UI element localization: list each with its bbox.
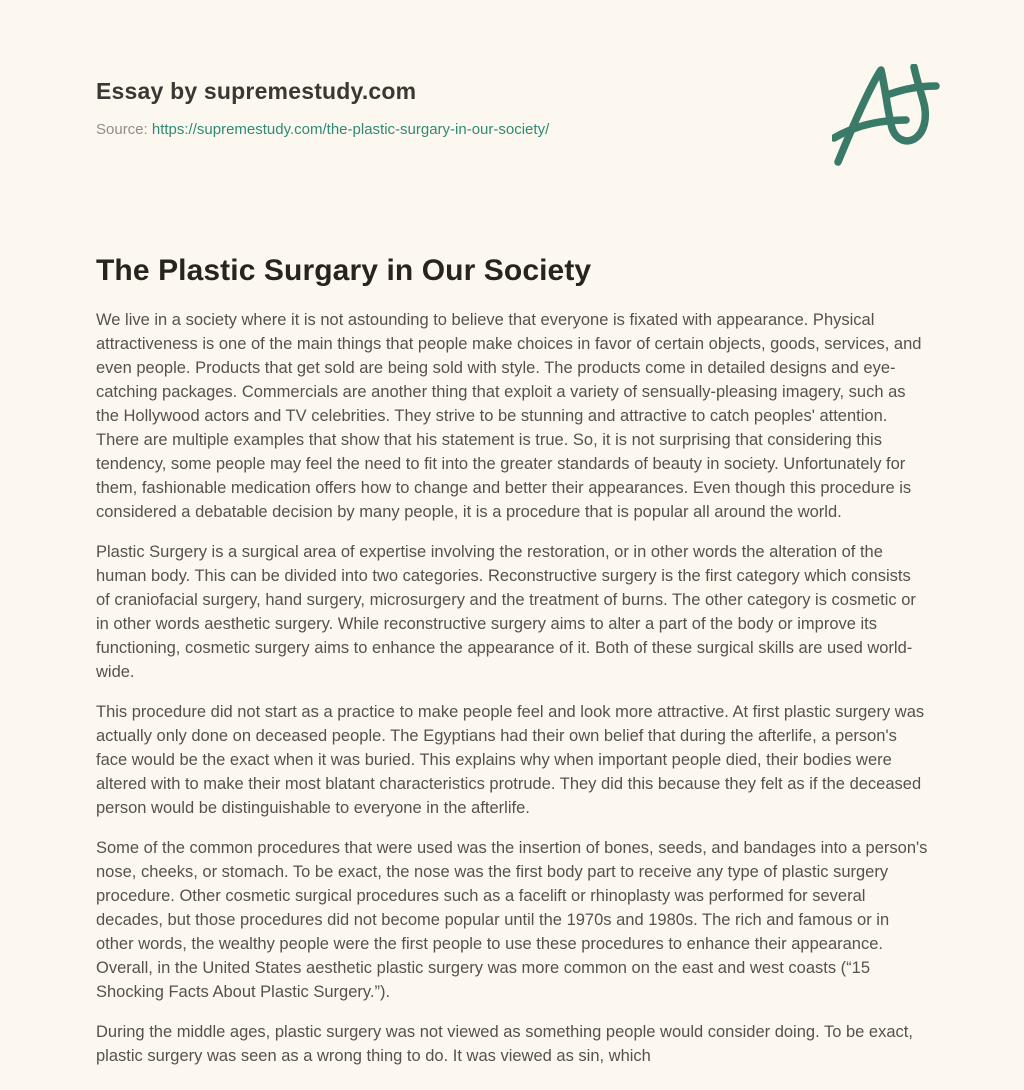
paragraph: Plastic Surgery is a surgical area of expertise involving the restoration, or in other words the alteration of the human body. This can be divided into two categories. Reconstructive surgery is the first category which consists of craniofacial surgery, hand surgery, microsurgery and the treatment of burns. The other category is cosmetic or in other words aesthetic surgery. While reconstructive surgery aims to alter a part of the body or improve its functioning, cosmetic surgery aims to enhance the appearance of it. Both of these surgical skills are used world-wide. [96, 543, 916, 681]
paragraph: This procedure did not start as a practice to make people feel and look more attractive. At first plastic surgery was actually only done on deceased people. The Egyptians had their own belief that during the afterlife, a person's face would be the exact when it was buried. This explains why when important people died, their bodies were altered with to make their most blatant characteristics protrude. They did this because they felt as if the deceased person would be distinguishable to everyone in the afterlife. [96, 703, 925, 817]
source-line [96, 119, 928, 140]
byline: Essay by supremestudy.com [96, 78, 417, 104]
paragraph: Some of the common procedures that were used was the insertion of bones, seeds, and bandages into a person's nose, cheeks, or stomach. To be exact, the nose was the first body part to receive any type of plastic surgery procedure. Other cosmetic surgical procedures such as a facelift or rhinoplasty was performed for several decades, but those procedures did not become popular until the 1970s and 1980s. The rich and famous or in other words, the wealthy people were the first people to use these procedures to enhance their appearance. Overall, in the United States aesthetic plastic surgery was more common on the east and west coasts (“15 Shocking Facts About Plastic Surgery.”). [96, 839, 928, 1001]
a-plus-logo-icon [832, 64, 942, 166]
paragraph: During the middle ages, plastic surgery was not viewed as something people would consider doing. To be exact, plastic surgery was seen as a wrong thing to do. It was viewed as sin, which [96, 1023, 913, 1065]
page-title: The Plastic Surgary in Our Society [96, 254, 592, 287]
article-body [96, 308, 928, 1068]
page-header [96, 76, 928, 140]
source-label: Source: [96, 121, 148, 138]
source-url-link[interactable]: https://supremestudy.com/the-plastic-surgary-in-our-society/ [151, 121, 550, 138]
paragraph: We live in a society where it is not astounding to believe that everyone is fixated with appearance. Physical attractiveness is one of the main things that people make choices in favor of certain objects, goods, services, and even people. Products that get sold are being sold with style. The products come in detailed designs and eye-catching packages. Commercials are another thing that exploit a variety of sensually-pleasing imagery, such as the Hollywood actors and TV celebrities. They strive to be stunning and attractive to catch peoples' attention. There are multiple examples that show that his statement is true. So, it is not surprising that considering this tendency, some people may feel the need to fit into the greater standards of beauty in society. Unfortunately for them, fashionable medication offers how to change and better their appearances. Even though this procedure is considered a debatable decision by many people, it is a procedure that is popular all around the world. [96, 311, 922, 521]
